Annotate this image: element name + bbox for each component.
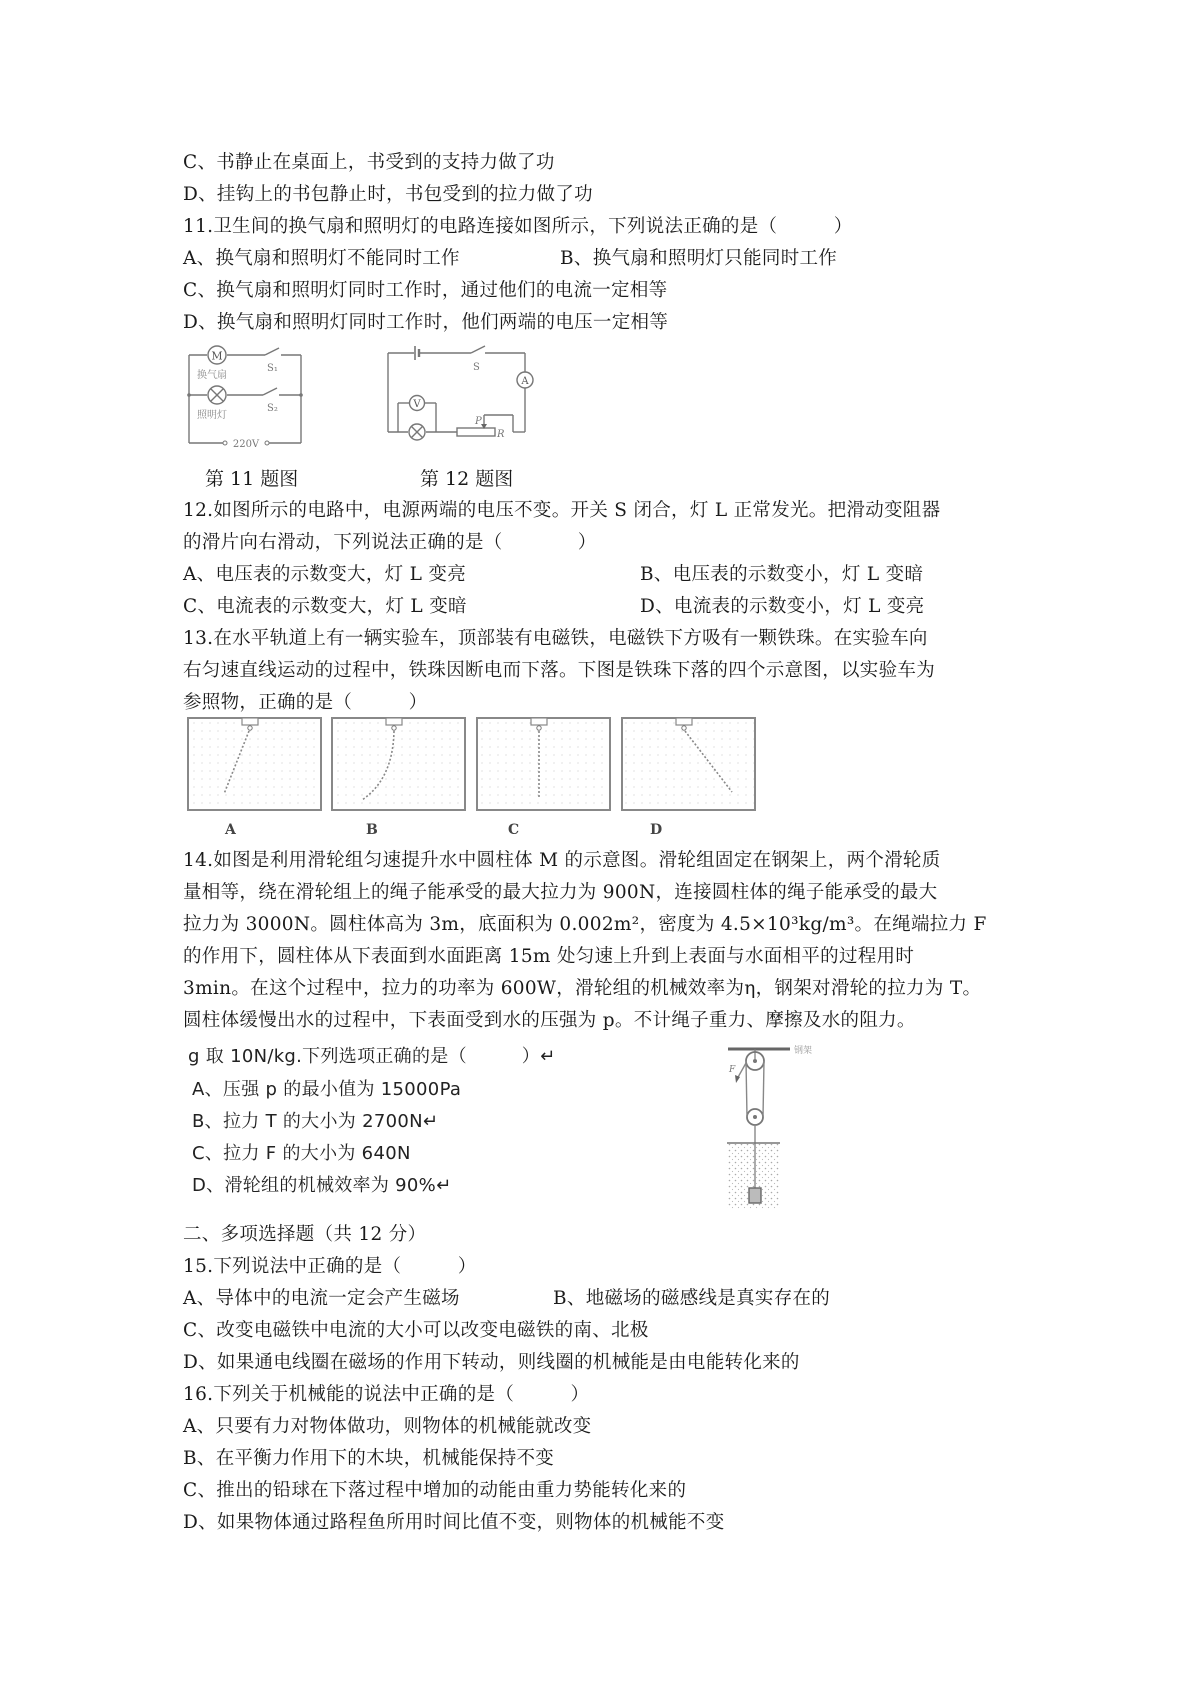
q12-option-a: A、电压表的示数变大，灯 L 变亮 [183,564,467,585]
fan-label: 换气扇 [197,370,227,381]
switch-s-label: S [473,362,480,373]
q12-figure-caption: 第 12 题图 [420,468,514,490]
q12-option-d: D、电流表的示数变小，灯 L 变亮 [640,596,925,617]
lamp-icon [208,386,226,404]
q14-stem-line7: g 取 10N/kg.下列选项正确的是（ ）↵ [188,1046,556,1067]
q15-option-d: D、如果通电线圈在磁场的作用下转动，则线圈的机械能是由电能转化来的 [183,1352,800,1373]
q13-label-d: D [650,822,663,838]
q11-option-c: C、换气扇和照明灯同时工作时，通过他们的电流一定相等 [183,280,668,301]
electromagnet-icon [242,718,258,725]
q12-stem-line2: 的滑片向右滑动，下列说法正确的是（ ） [183,532,597,553]
panel-b [332,718,465,810]
electromagnet-icon [531,718,547,725]
resistor-r-label: R [497,429,505,440]
q13-label-a: A [225,822,236,838]
cylinder-m-icon [749,1188,761,1203]
q16-option-c: C、推出的铅球在下落过程中增加的动能由重力势能转化来的 [183,1480,687,1501]
lamp-label: 照明灯 [197,410,227,421]
q10-option-d: D、挂钩上的书包静止时，书包受到的拉力做了功 [183,184,593,205]
q11-stem: 11.卫生间的换气扇和照明灯的电路连接如图所示，下列说法正确的是（ ） [183,216,853,237]
frame-label: 钢架 [794,1046,813,1056]
q16-stem: 16.下列关于机械能的说法中正确的是（ ） [183,1384,590,1405]
q14-stem-line4: 的作用下，圆柱体从下表面到水面距离 15m 处匀速上升到上表面与水面相平的过程用时 [183,946,915,967]
section2-title: 二、多项选择题（共 12 分） [183,1224,427,1245]
q15-option-c: C、改变电磁铁中电流的大小可以改变电磁铁的南、北极 [183,1320,649,1341]
electromagnet-icon [676,718,692,725]
q14-option-a: A、压强 p 的最小值为 15000Pa [192,1079,462,1100]
voltmeter-label: V [413,399,421,410]
q13-stem-line1: 13.在水平轨道上有一辆实验车，顶部装有电磁铁，电磁铁下方吸有一颗铁珠。在实验车向 [183,628,928,649]
q11-figure-caption: 第 11 题图 [205,468,299,490]
q14-stem-line6: 圆柱体缓慢出水的过程中，下表面受到水的压强为 p。不计绳子重力、摩擦及水的阻力。 [183,1010,916,1031]
q11-option-d: D、换气扇和照明灯同时工作时，他们两端的电压一定相等 [183,312,669,333]
panel-c [477,718,610,810]
q13-stem-line2: 右匀速直线运动的过程中，铁珠因断电而下落。下图是铁珠下落的四个示意图，以实验车为 [183,660,936,681]
q12-option-b: B、电压表的示数变小，灯 L 变暗 [640,564,924,585]
q15-option-b: B、地磁场的磁感线是真实存在的 [553,1288,831,1309]
voltmeter-symbol [410,396,425,411]
q14-stem-line2: 量相等，绕在滑轮组上的绳子能承受的最大拉力为 900N，连接圆柱体的绳子能承受的最大 [183,882,938,903]
q16-option-a: A、只要有力对物体做功，则物体的机械能就改变 [183,1416,592,1437]
force-f-label: F [729,1065,736,1075]
panel-a [188,718,321,810]
electromagnet-icon [386,718,402,725]
q11-option-b: B、换气扇和照明灯只能同时工作 [560,248,838,269]
q10-option-c: C、书静止在桌面上，书受到的支持力做了功 [183,152,555,173]
ammeter-label: A [521,376,529,387]
q14-option-c: C、拉力 F 的大小为 640N [192,1143,411,1164]
q14-stem-line1: 14.如图是利用滑轮组匀速提升水中圆柱体 M 的示意图。滑轮组固定在钢架上，两个滑轮质 [183,850,941,871]
rheostat-symbol [457,428,495,436]
q14-stem-line5: 3min。在这个过程中，拉力的功率为 600W，滑轮组的机械效率为η，钢架对滑轮的拉力为 T。 [183,978,982,999]
q14-pulley-figure [722,1035,822,1220]
q14-option-d: D、滑轮组的机械效率为 90%↵ [192,1175,452,1196]
q13-label-c: C [508,822,520,838]
q15-option-a: A、导体中的电流一定会产生磁场 [183,1288,460,1309]
q13-label-b: B [366,822,378,838]
motor-label: M [211,349,223,363]
q12-circuit-figure [385,343,545,453]
voltage-label: 220V [232,439,260,450]
panel-d [622,718,755,810]
q16-option-b: B、在平衡力作用下的木块，机械能保持不变 [183,1448,555,1469]
switch-s1-label: S₁ [267,363,278,374]
q16-option-d: D、如果物体通过路程鱼所用时间比值不变，则物体的机械能不变 [183,1512,725,1533]
q12-stem-line1: 12.如图所示的电路中，电源两端的电压不变。开关 S 闭合，灯 L 正常发光。把滑动变阻器 [183,500,941,521]
q11-option-a: A、换气扇和照明灯不能同时工作 [183,248,460,269]
ammeter-symbol [517,372,533,388]
lamp-icon [409,424,425,440]
q14-option-b: B、拉力 T 的大小为 2700N↵ [192,1111,439,1132]
q13-stem-line3: 参照物，正确的是（ ） [183,692,428,713]
q15-stem: 15.下列说法中正确的是（ ） [183,1256,477,1277]
motor-symbol [208,346,226,364]
switch-s2-label: S₂ [267,403,278,414]
q11-circuit-figure [183,345,308,450]
q14-stem-line3: 拉力为 3000N。圆柱体高为 3m，底面积为 0.002m²，密度为 4.5×10³kg/m³。在绳端拉力 F [183,914,987,935]
slider-p-label: P [475,416,482,427]
q13-trajectory-figures [185,714,765,814]
q12-option-c: C、电流表的示数变大，灯 L 变暗 [183,596,467,617]
